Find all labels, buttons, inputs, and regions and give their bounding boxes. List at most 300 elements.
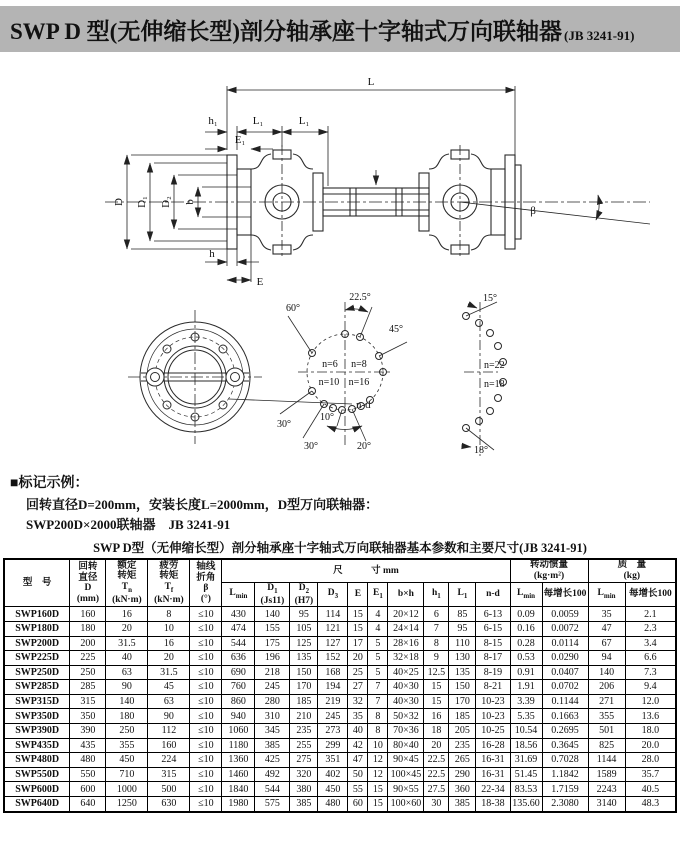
value-cell: 8 [148, 607, 190, 622]
value-cell: 390 [70, 724, 106, 739]
value-cell: 20 [106, 621, 148, 636]
table-title: SWP D型（无伸缩长型）剖分轴承座十字轴式万向联轴器基本参数和主要尺寸(JB 3241-91) [93, 540, 587, 555]
table-row [4, 782, 676, 797]
value-cell: 15 [424, 694, 449, 709]
col-header-bxh: b×h [388, 582, 424, 606]
angle-label-30b: 30° [304, 441, 318, 452]
value-cell: ≤10 [190, 651, 222, 666]
value-cell: 1180 [222, 738, 255, 753]
value-cell: 8 [368, 724, 388, 739]
marking-example-line2: SWP200D×2000联轴器 JB 3241-91 [26, 516, 231, 532]
col-header-inertia-lmin: $L_{min}$ [510, 582, 542, 606]
value-cell: 18.56 [510, 738, 542, 753]
value-cell: 70×36 [388, 724, 424, 739]
value-cell: 450 [318, 782, 348, 797]
value-cell: 15 [368, 797, 388, 812]
value-cell: 32 [348, 694, 368, 709]
model-cell: SWP600D [4, 782, 70, 797]
value-cell: 430 [222, 607, 255, 622]
value-cell: 31.69 [510, 753, 542, 768]
value-cell: 18 [424, 724, 449, 739]
value-cell: 1360 [222, 753, 255, 768]
value-cell: ≤10 [190, 753, 222, 768]
col-header-e1: $E_1$ [368, 582, 388, 606]
dim-label-h1: h₁ [208, 115, 218, 127]
value-cell: 0.0407 [542, 665, 588, 680]
col-header-e: E [348, 582, 368, 606]
angle-label-45: 45° [389, 324, 403, 335]
value-cell: 15 [348, 621, 368, 636]
model-cell: SWP480D [4, 753, 70, 768]
value-cell: 170 [290, 680, 318, 695]
col-header-inertia-per100: 每增长100 [542, 582, 588, 606]
value-cell: 15 [348, 607, 368, 622]
value-cell: 31.5 [106, 636, 148, 651]
value-cell: 127 [318, 636, 348, 651]
value-cell: 12.0 [625, 694, 676, 709]
value-cell: 315 [148, 767, 190, 782]
spec-table-body [4, 607, 676, 812]
table-row [4, 694, 676, 709]
table-row [4, 709, 676, 724]
value-cell: 1.7159 [542, 782, 588, 797]
value-cell: 85 [449, 607, 476, 622]
value-cell: 40×30 [388, 680, 424, 695]
col-header-d2: $D_2$ (H7) [290, 582, 318, 606]
spec-table [3, 558, 677, 813]
value-cell: ≤10 [190, 738, 222, 753]
value-cell: 67 [588, 636, 625, 651]
value-cell: 218 [255, 665, 290, 680]
value-cell: 1840 [222, 782, 255, 797]
col-group-size: 尺 寸 mm [222, 559, 510, 583]
dim-label-L: L [367, 76, 375, 88]
bolt-angle-diagram [280, 302, 407, 448]
value-cell: 385 [449, 797, 476, 812]
value-cell: 480 [70, 753, 106, 768]
value-cell: 90×55 [388, 782, 424, 797]
value-cell: 544 [255, 782, 290, 797]
value-cell: 94 [588, 651, 625, 666]
value-cell: 5 [368, 636, 388, 651]
value-cell: 290 [449, 767, 476, 782]
value-cell: 6.6 [625, 651, 676, 666]
value-cell: 271 [588, 694, 625, 709]
value-cell: 1460 [222, 767, 255, 782]
table-row [4, 607, 676, 622]
value-cell: 9 [424, 651, 449, 666]
value-cell: ≤10 [190, 607, 222, 622]
value-cell: 15 [368, 782, 388, 797]
angle-label-22-5: 22.5° [349, 292, 371, 303]
value-cell: 110 [449, 636, 476, 651]
value-cell: 285 [70, 680, 106, 695]
col-header-model: 型 号 [4, 559, 70, 607]
value-cell: ≤10 [190, 724, 222, 739]
value-cell: 12 [368, 753, 388, 768]
value-cell: 550 [70, 767, 106, 782]
value-cell: 10 [148, 621, 190, 636]
value-cell: 27 [348, 680, 368, 695]
value-cell: 51.45 [510, 767, 542, 782]
value-cell: 690 [222, 665, 255, 680]
value-cell: 160 [70, 607, 106, 622]
value-cell: 140 [255, 607, 290, 622]
value-cell: 0.1663 [542, 709, 588, 724]
value-cell: 16 [148, 636, 190, 651]
table-row [4, 665, 676, 680]
value-cell: 0.3645 [542, 738, 588, 753]
value-cell: 273 [318, 724, 348, 739]
value-cell: 219 [318, 694, 348, 709]
value-cell: 0.28 [510, 636, 542, 651]
value-cell: 50×32 [388, 709, 424, 724]
value-cell: 225 [70, 651, 106, 666]
col-group-mass: 质 量 (kg) [588, 559, 676, 583]
col-header-h1: $h_1$ [424, 582, 449, 606]
value-cell: 0.2695 [542, 724, 588, 739]
value-cell: 28×16 [388, 636, 424, 651]
value-cell: 13.6 [625, 709, 676, 724]
value-cell: 0.0702 [542, 680, 588, 695]
value-cell: 3140 [588, 797, 625, 812]
value-cell: 630 [148, 797, 190, 812]
value-cell: 10-23 [476, 709, 510, 724]
model-cell: SWP315D [4, 694, 70, 709]
model-cell: SWP250D [4, 665, 70, 680]
dim-label-beta: β [530, 205, 536, 217]
value-cell: 18-38 [476, 797, 510, 812]
model-cell: SWP160D [4, 607, 70, 622]
dim-label-D1: D₁ [136, 196, 148, 208]
value-cell: 0.0290 [542, 651, 588, 666]
table-row [4, 621, 676, 636]
count-label-n10: n=10 [318, 377, 340, 388]
value-cell: 2.1 [625, 607, 676, 622]
dim-label-L1a: L₁ [252, 115, 264, 127]
value-cell: 345 [255, 724, 290, 739]
value-cell: 4 [368, 621, 388, 636]
value-cell: 9.4 [625, 680, 676, 695]
value-cell: 0.53 [510, 651, 542, 666]
value-cell: 35.7 [625, 767, 676, 782]
dim-label-E: E [256, 276, 264, 288]
value-cell: 40×30 [388, 694, 424, 709]
value-cell: 8-19 [476, 665, 510, 680]
value-cell: 1589 [588, 767, 625, 782]
value-cell: 310 [255, 709, 290, 724]
value-cell: 168 [318, 665, 348, 680]
dim-label-D2: D₂ [160, 196, 172, 208]
value-cell: 10-23 [476, 694, 510, 709]
value-cell: 7 [368, 680, 388, 695]
value-cell: 1.91 [510, 680, 542, 695]
value-cell: 860 [222, 694, 255, 709]
value-cell: 200 [70, 636, 106, 651]
value-cell: 100×45 [388, 767, 424, 782]
count-label-n22: n=22 [484, 360, 505, 371]
dimension-labels [113, 76, 536, 288]
value-cell: 6-15 [476, 621, 510, 636]
value-cell: 250 [70, 665, 106, 680]
value-cell: 1000 [106, 782, 148, 797]
dim-label-h: h [209, 248, 215, 260]
value-cell: 45 [148, 680, 190, 695]
value-cell: 100×60 [388, 797, 424, 812]
dimension-lines [127, 86, 650, 282]
value-cell: 16-31 [476, 753, 510, 768]
value-cell: 450 [106, 753, 148, 768]
value-cell: 22.5 [424, 767, 449, 782]
value-cell: 402 [318, 767, 348, 782]
value-cell: 30 [424, 797, 449, 812]
value-cell: 40 [106, 651, 148, 666]
value-cell: 16 [424, 709, 449, 724]
model-cell: SWP350D [4, 709, 70, 724]
value-cell: 1144 [588, 753, 625, 768]
value-cell: 95 [290, 607, 318, 622]
value-cell: 40 [348, 724, 368, 739]
value-cell: 16 [106, 607, 148, 622]
value-cell: 20 [148, 651, 190, 666]
model-cell: SWP435D [4, 738, 70, 753]
value-cell: 28.0 [625, 753, 676, 768]
value-cell: 35 [348, 709, 368, 724]
col-header-fatigue-torque: 疲劳 转矩 $T_f$ (kN·m) [148, 559, 190, 607]
angle-label-20: 20° [357, 441, 371, 452]
angle-label-30a: 30° [277, 419, 291, 430]
value-cell: 0.09 [510, 607, 542, 622]
col-header-d3: $D_3$ [318, 582, 348, 606]
value-cell: 600 [70, 782, 106, 797]
value-cell: 40.5 [625, 782, 676, 797]
value-cell: 140 [588, 665, 625, 680]
value-cell: ≤10 [190, 797, 222, 812]
value-cell: 105 [290, 621, 318, 636]
page-title-standard: (JB 3241-91) [564, 28, 635, 43]
value-cell: 60 [348, 797, 368, 812]
value-cell: 825 [588, 738, 625, 753]
value-cell: 152 [318, 651, 348, 666]
value-cell: 351 [318, 753, 348, 768]
value-cell: 0.0114 [542, 636, 588, 651]
value-cell: 205 [449, 724, 476, 739]
value-cell: 265 [449, 753, 476, 768]
angle-label-60: 60° [286, 303, 300, 314]
dim-label-E1: E₁ [234, 134, 246, 146]
value-cell: 8 [424, 636, 449, 651]
value-cell: 16-31 [476, 767, 510, 782]
value-cell: 235 [449, 738, 476, 753]
value-cell: 206 [588, 680, 625, 695]
value-cell: 135 [449, 665, 476, 680]
value-cell: 150 [449, 680, 476, 695]
value-cell: 125 [290, 636, 318, 651]
table-row [4, 680, 676, 695]
value-cell: 224 [148, 753, 190, 768]
value-cell: 42 [348, 738, 368, 753]
value-cell: 27.5 [424, 782, 449, 797]
value-cell: 48.3 [625, 797, 676, 812]
value-cell: 350 [70, 709, 106, 724]
value-cell: 0.1144 [542, 694, 588, 709]
value-cell: 320 [290, 767, 318, 782]
value-cell: 8 [368, 709, 388, 724]
dim-label-nd: n-d [356, 399, 371, 411]
technical-drawing-area [0, 52, 680, 472]
value-cell: 17 [348, 636, 368, 651]
value-cell: 7.3 [625, 665, 676, 680]
value-cell: 31.5 [148, 665, 190, 680]
value-cell: 35 [588, 607, 625, 622]
value-cell: 7 [368, 694, 388, 709]
value-cell: 385 [255, 738, 290, 753]
value-cell: 2243 [588, 782, 625, 797]
value-cell: ≤10 [190, 709, 222, 724]
value-cell: 112 [148, 724, 190, 739]
value-cell: 24×14 [388, 621, 424, 636]
value-cell: 4 [368, 607, 388, 622]
value-cell: 50 [348, 767, 368, 782]
col-header-rated-torque: 额定 转矩 $T_n$ (kN·m) [106, 559, 148, 607]
table-row [4, 738, 676, 753]
col-header-axis-angle: 轴线 折角 β (°) [190, 559, 222, 607]
value-cell: 760 [222, 680, 255, 695]
value-cell: 80×40 [388, 738, 424, 753]
value-cell: 501 [588, 724, 625, 739]
value-cell: 0.0059 [542, 607, 588, 622]
model-cell: SWP180D [4, 621, 70, 636]
value-cell: 95 [449, 621, 476, 636]
table-row [4, 753, 676, 768]
value-cell: 2.3080 [542, 797, 588, 812]
value-cell: 22-34 [476, 782, 510, 797]
angle-label-10: 10° [320, 412, 334, 423]
value-cell: 1250 [106, 797, 148, 812]
table-row [4, 724, 676, 739]
bolt-angle-labels-right [474, 293, 505, 456]
value-cell: 380 [290, 782, 318, 797]
value-cell: 0.91 [510, 665, 542, 680]
value-cell: 492 [255, 767, 290, 782]
value-cell: 15 [424, 680, 449, 695]
value-cell: 196 [255, 651, 290, 666]
value-cell: 7 [424, 621, 449, 636]
marking-example-heading: ■标记示例： [10, 476, 89, 491]
value-cell: 20 [348, 651, 368, 666]
value-cell: 360 [449, 782, 476, 797]
value-cell: ≤10 [190, 621, 222, 636]
angle-label-18: 18° [474, 445, 488, 456]
value-cell: 425 [255, 753, 290, 768]
value-cell: 114 [318, 607, 348, 622]
value-cell: 130 [449, 651, 476, 666]
value-cell: 180 [70, 621, 106, 636]
col-header-nd: n-d [476, 582, 510, 606]
value-cell: 315 [70, 694, 106, 709]
col-header-l1: $L_1$ [449, 582, 476, 606]
value-cell: 575 [255, 797, 290, 812]
page-title-bar [0, 6, 680, 52]
table-row [4, 636, 676, 651]
value-cell: 32×18 [388, 651, 424, 666]
value-cell: 20 [424, 738, 449, 753]
value-cell: 2.3 [625, 621, 676, 636]
value-cell: 160 [148, 738, 190, 753]
value-cell: 47 [348, 753, 368, 768]
value-cell: 940 [222, 709, 255, 724]
value-cell: 135.60 [510, 797, 542, 812]
value-cell: 500 [148, 782, 190, 797]
value-cell: 25 [348, 665, 368, 680]
value-cell: 480 [318, 797, 348, 812]
value-cell: 8-21 [476, 680, 510, 695]
value-cell: 474 [222, 621, 255, 636]
value-cell: 1.1842 [542, 767, 588, 782]
value-cell: 0.7028 [542, 753, 588, 768]
value-cell: 170 [449, 694, 476, 709]
value-cell: 90×45 [388, 753, 424, 768]
value-cell: 47 [588, 621, 625, 636]
value-cell: 275 [290, 753, 318, 768]
value-cell: 710 [106, 767, 148, 782]
value-cell: 5.35 [510, 709, 542, 724]
value-cell: 235 [290, 724, 318, 739]
value-cell: 90 [148, 709, 190, 724]
value-cell: 355 [588, 709, 625, 724]
value-cell: 6 [424, 607, 449, 622]
marking-example-line1: 回转直径D=200mm，安装长度L=2000mm，D型万向联轴器： [26, 496, 379, 512]
col-header-mass-per100: 每增长100 [625, 582, 676, 606]
value-cell: 55 [348, 782, 368, 797]
value-cell: 194 [318, 680, 348, 695]
value-cell: 8-17 [476, 651, 510, 666]
value-cell: 5 [368, 665, 388, 680]
value-cell: 245 [318, 709, 348, 724]
table-row [4, 767, 676, 782]
value-cell: 63 [148, 694, 190, 709]
col-header-mass-lmin: $L_{min}$ [588, 582, 625, 606]
value-cell: 245 [255, 680, 290, 695]
col-header-lmin: $L_{min}$ [222, 582, 255, 606]
value-cell: 20.0 [625, 738, 676, 753]
value-cell: 22.5 [424, 753, 449, 768]
value-cell: 636 [222, 651, 255, 666]
value-cell: 10-25 [476, 724, 510, 739]
value-cell: 250 [106, 724, 148, 739]
angle-label-15: 15° [483, 293, 497, 304]
value-cell: 180 [106, 709, 148, 724]
value-cell: 185 [449, 709, 476, 724]
count-label-n6: n=6 [322, 359, 338, 370]
value-cell: 640 [70, 797, 106, 812]
value-cell: 135 [290, 651, 318, 666]
value-cell: 299 [318, 738, 348, 753]
dim-label-b: b [184, 199, 196, 205]
dim-label-D: D [113, 198, 125, 206]
model-cell: SWP200D [4, 636, 70, 651]
value-cell: 544 [222, 636, 255, 651]
count-label-n16: n=16 [348, 377, 370, 388]
value-cell: 385 [290, 797, 318, 812]
value-cell: 1980 [222, 797, 255, 812]
value-cell: 12 [368, 767, 388, 782]
value-cell: 255 [290, 738, 318, 753]
value-cell: 63 [106, 665, 148, 680]
page-title: SWP D 型(无伸缩长型)剖分轴承座十字轴式万向联轴器 [10, 19, 562, 44]
value-cell: 10 [368, 738, 388, 753]
value-cell: 8-15 [476, 636, 510, 651]
